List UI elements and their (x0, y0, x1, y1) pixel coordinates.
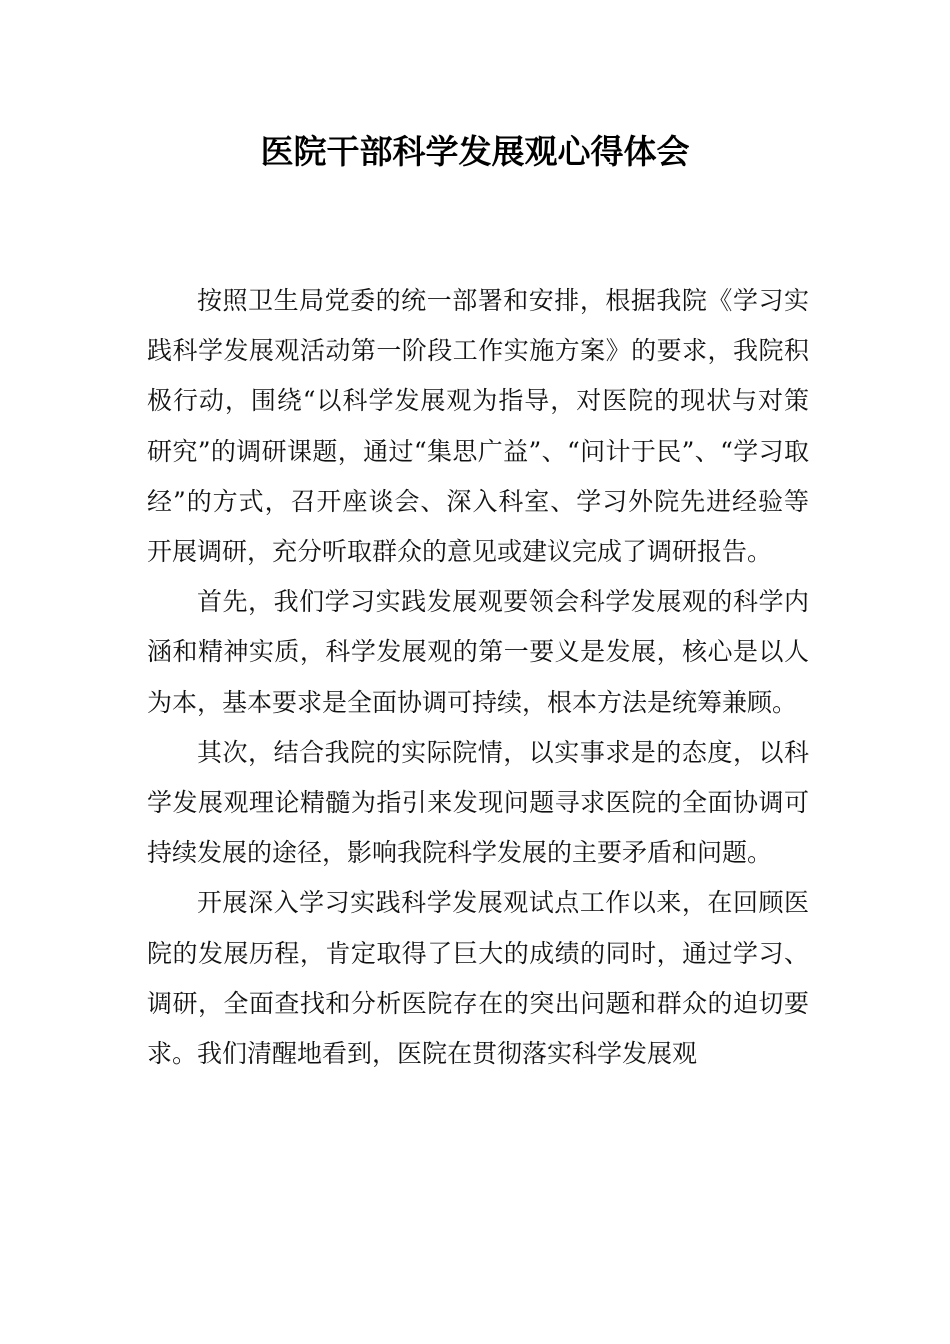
body-paragraph: 首先，我们学习实践发展观要领会科学发展观的科学内涵和精神实质，科学发展观的第一要义是发展，核心是以人为本，基本要求是全面协调可持续，根本方法是统筹兼顾。 (147, 587, 809, 717)
body-paragraph: 其次，结合我院的实际院情，以实事求是的态度，以科学发展观理论精髓为指引来发现问题寻求医院的全面协调可持续发展的途径，影响我院科学发展的主要矛盾和问题。 (147, 737, 809, 868)
document-body (147, 276, 809, 1079)
document-title: 医院干部科学发展观心得体会 (260, 132, 690, 171)
body-paragraph: 开展深入学习实践科学发展观试点工作以来，在回顾医院的发展历程，肯定取得了巨大的成绩的同时，通过学习、调研，全面查找和分析医院存在的突出问题和群众的迫切要求。我们清醒地看到，医院在贯彻落实科学发展观 (147, 888, 809, 1069)
body-paragraph: 按照卫生局党委的统一部署和安排，根据我院《学习实践科学发展观活动第一阶段工作实施方案》的要求，我院积极行动，围绕“以科学发展观为指导，对医院的现状与对策研究”的调研课题，通过“集思广益”、“问计于民”、“学习取经”的方式，召开座谈会、深入科室、学习外院先进经验等开展调研，充分听取群众的意见或建议完成了调研报告。 (147, 286, 809, 567)
